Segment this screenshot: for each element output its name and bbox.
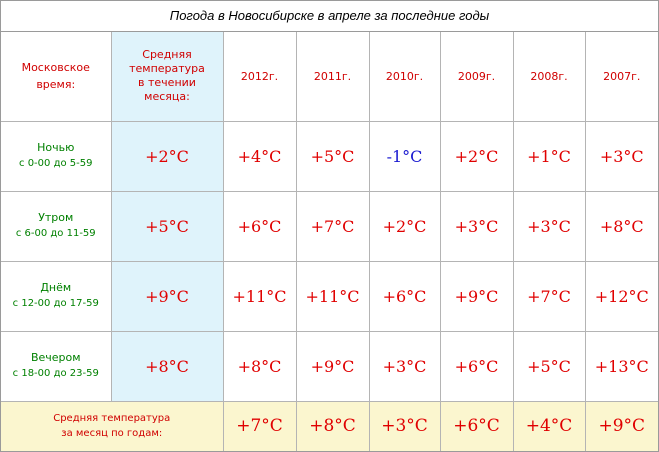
footer-label-line: за месяц по годам:	[61, 428, 163, 440]
temperature-cell: +9°C	[440, 261, 513, 331]
period-cell	[1, 331, 111, 401]
period-range: с 6-00 до 11-59	[15, 228, 96, 239]
yearly-average: +4°C	[513, 401, 585, 451]
table-row	[1, 121, 658, 191]
table-row	[1, 331, 658, 401]
temperature-cell: +3°C	[369, 331, 440, 401]
header-average-label	[111, 32, 223, 121]
temperature-cell: +12°C	[585, 261, 658, 331]
yearly-average: +3°C	[369, 401, 440, 451]
yearly-average: +9°C	[585, 401, 658, 451]
header-avg-line: месяца:	[144, 90, 190, 104]
header-year: 2007г.	[585, 32, 658, 121]
header-row	[1, 32, 658, 121]
temperature-cell: -1°C	[369, 121, 440, 191]
temperature-cell: +6°C	[223, 191, 296, 261]
header-avg-line: Средняя	[142, 48, 192, 62]
temperature-cell: +4°C	[223, 121, 296, 191]
temperature-cell: +2°C	[369, 191, 440, 261]
header-avg-line: температура	[129, 62, 205, 76]
temperature-cell: +9°C	[296, 331, 369, 401]
header-time-label	[1, 32, 111, 121]
temperature-cell: +8°C	[585, 191, 658, 261]
period-average: +5°C	[111, 191, 223, 261]
period-range: с 18-00 до 23-59	[12, 368, 99, 379]
period-name: Ночью	[37, 141, 75, 154]
period-cell	[1, 191, 111, 261]
footer-label	[1, 401, 223, 451]
period-average: +2°C	[111, 121, 223, 191]
table-title: Погода в Новосибирске в апреле за последние годы	[1, 1, 658, 32]
period-average: +9°C	[111, 261, 223, 331]
yearly-average: +8°C	[296, 401, 369, 451]
header-label-line: время:	[36, 78, 76, 92]
temperature-cell: +5°C	[296, 121, 369, 191]
temperature-cell: +7°C	[296, 191, 369, 261]
temperature-cell: +1°C	[513, 121, 585, 191]
temperature-cell: +8°C	[223, 331, 296, 401]
period-name: Вечером	[30, 351, 81, 364]
period-name: Днём	[40, 281, 72, 294]
temperature-cell: +3°C	[585, 121, 658, 191]
period-range: с 12-00 до 17-59	[12, 298, 99, 309]
table-row	[1, 261, 658, 331]
header-year: 2011г.	[296, 32, 369, 121]
header-year: 2012г.	[223, 32, 296, 121]
temperature-cell: +7°C	[513, 261, 585, 331]
weather-table	[1, 32, 658, 451]
temperature-cell: +11°C	[223, 261, 296, 331]
period-cell	[1, 261, 111, 331]
temperature-cell: +2°C	[440, 121, 513, 191]
temperature-cell: +3°C	[513, 191, 585, 261]
temperature-cell: +6°C	[440, 331, 513, 401]
table-row	[1, 191, 658, 261]
period-name: Утром	[38, 211, 74, 224]
header-year: 2008г.	[513, 32, 585, 121]
temperature-cell: +13°C	[585, 331, 658, 401]
header-avg-line: в течении	[138, 76, 196, 90]
yearly-average: +7°C	[223, 401, 296, 451]
temperature-cell: +5°C	[513, 331, 585, 401]
temperature-cell: +11°C	[296, 261, 369, 331]
footer-row	[1, 401, 658, 451]
header-year: 2009г.	[440, 32, 513, 121]
yearly-average: +6°C	[440, 401, 513, 451]
header-year: 2010г.	[369, 32, 440, 121]
period-average: +8°C	[111, 331, 223, 401]
header-label-line: Московское	[21, 61, 90, 75]
temperature-cell: +3°C	[440, 191, 513, 261]
period-range: с 0-00 до 5-59	[19, 158, 93, 169]
period-cell	[1, 121, 111, 191]
temperature-cell: +6°C	[369, 261, 440, 331]
footer-label-line: Средняя температура	[53, 413, 171, 425]
